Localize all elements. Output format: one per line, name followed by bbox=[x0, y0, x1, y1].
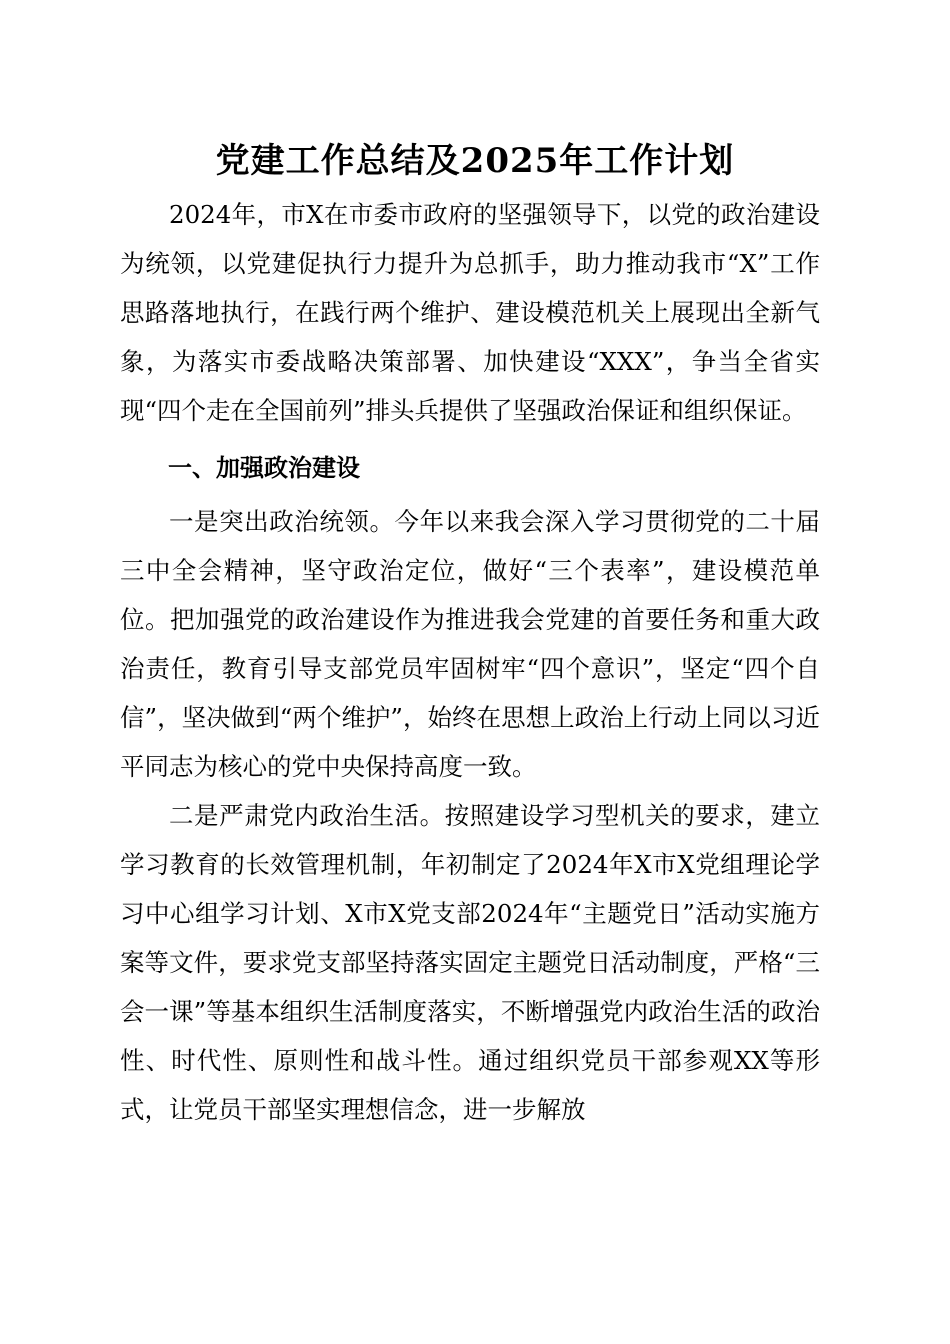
document-title: 党建工作总结及2025年工作计划 bbox=[215, 141, 735, 181]
section1-paragraph-2: 二是严肃党内政治生活。按照建设学习型机关的要求，建立学习教育的长效管理机制，年初制定了2024年X市X党组理论学习中心组学习计划、X市X党支部2024年“主题党日”活动实施方案等文件，要求党支部坚持落实固定主题党日活动制度，严格“三会一课”等基本组织生活制度落实，不断增强党内政治生活的政治性、时代性、原则性和战斗性。通过组织党员干部参观XX等形式，让党员干部坚实理想信念，进一步解放 bbox=[120, 801, 820, 1124]
section-heading: 一、加强政治建设 bbox=[168, 454, 360, 482]
section1-paragraph-1: 一是突出政治统领。今年以来我会深入学习贯彻党的二十届三中全会精神，坚守政治定位，做好“三个表率”，建设模范单位。把加强党的政治建设作为推进我会党建的首要任务和重大政治责任，教育引导支部党员牢固树牢“四个意识”，坚定“四个自信”，坚决做到“两个维护”，始终在思想上政治上行动上同以习近平同志为核心的党中央保持高度一致。 bbox=[120, 507, 820, 781]
intro-paragraph: 2024年，市X在市委市政府的坚强领导下，以党的政治建设为统领，以党建促执行力提升为总抓手，助力推动我市“X”工作思路落地执行，在践行两个维护、建设模范机关上展现出全新气象，为落实市委战略决策部署、加快建设“XXX”，争当全省实现“四个走在全国前列”排头兵提供了坚强政治保证和组织保证。 bbox=[120, 200, 820, 425]
document-body bbox=[120, 190, 820, 1134]
